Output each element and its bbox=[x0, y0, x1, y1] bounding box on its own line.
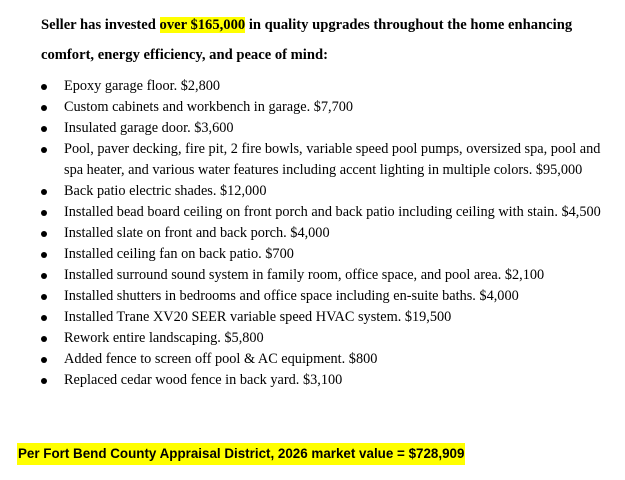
bullet-icon bbox=[41, 273, 47, 279]
list-item bbox=[0, 370, 625, 391]
list-item bbox=[0, 76, 625, 97]
list-item bbox=[0, 181, 625, 202]
investment-highlight: over $165,000 bbox=[159, 17, 246, 33]
upgrade-list bbox=[0, 76, 625, 391]
bullet-icon bbox=[41, 378, 47, 384]
bullet-icon bbox=[41, 147, 47, 153]
list-item bbox=[0, 286, 625, 307]
bullet-icon bbox=[41, 84, 47, 90]
bullet-icon bbox=[41, 210, 47, 216]
list-item-text: Pool, paver decking, fire pit, 2 fire bowls, variable speed pool pumps, oversized spa, pool and spa heater, and various water features including accent lighting in multiple colors. $95,000 bbox=[64, 141, 601, 178]
bullet-icon bbox=[41, 105, 47, 111]
list-item-text: Rework entire landscaping. $5,800 bbox=[64, 330, 264, 346]
intro-text-before: Seller has invested bbox=[41, 17, 160, 33]
list-item bbox=[0, 244, 625, 265]
list-item-text: Epoxy garage floor. $2,800 bbox=[64, 78, 221, 94]
list-item-text: Installed bead board ceiling on front porch and back patio including ceiling with stain. $4,500 bbox=[64, 204, 601, 220]
list-item bbox=[0, 118, 625, 139]
list-item-text: Installed ceiling fan on back patio. $700 bbox=[64, 246, 294, 262]
list-item-text: Back patio electric shades. $12,000 bbox=[64, 183, 267, 199]
bullet-icon bbox=[41, 126, 47, 132]
bullet-icon bbox=[41, 189, 47, 195]
list-item-text: Added fence to screen off pool & AC equipment. $800 bbox=[64, 351, 378, 367]
list-item bbox=[0, 328, 625, 349]
bullet-icon bbox=[41, 252, 47, 258]
list-item-text: Installed surround sound system in family room, office space, and pool area. $2,100 bbox=[64, 267, 545, 283]
list-item-text: Installed Trane XV20 SEER variable speed HVAC system. $19,500 bbox=[64, 309, 452, 325]
list-item bbox=[0, 349, 625, 370]
bullet-icon bbox=[41, 357, 47, 363]
list-item-text: Custom cabinets and workbench in garage. $7,700 bbox=[64, 99, 354, 115]
list-item bbox=[0, 139, 625, 181]
intro-text-after: in quality upgrades throughout the home enhancing comfort, energy efficiency, and peace of mind: bbox=[41, 17, 573, 63]
intro-paragraph bbox=[41, 10, 616, 70]
list-item bbox=[0, 307, 625, 328]
market-value-note: Per Fort Bend County Appraisal District, 2026 market value = $728,909 bbox=[17, 443, 465, 465]
list-item-text: Installed shutters in bedrooms and office space including en-suite baths. $4,000 bbox=[64, 288, 519, 304]
bullet-icon bbox=[41, 336, 47, 342]
list-item bbox=[0, 265, 625, 286]
bullet-icon bbox=[41, 231, 47, 237]
list-item-text: Replaced cedar wood fence in back yard. $3,100 bbox=[64, 372, 343, 388]
list-item bbox=[0, 97, 625, 118]
list-item-text: Insulated garage door. $3,600 bbox=[64, 120, 234, 136]
bullet-icon bbox=[41, 294, 47, 300]
list-item bbox=[0, 223, 625, 244]
list-item-text: Installed slate on front and back porch. $4,000 bbox=[64, 225, 330, 241]
list-item bbox=[0, 202, 625, 223]
bullet-icon bbox=[41, 315, 47, 321]
